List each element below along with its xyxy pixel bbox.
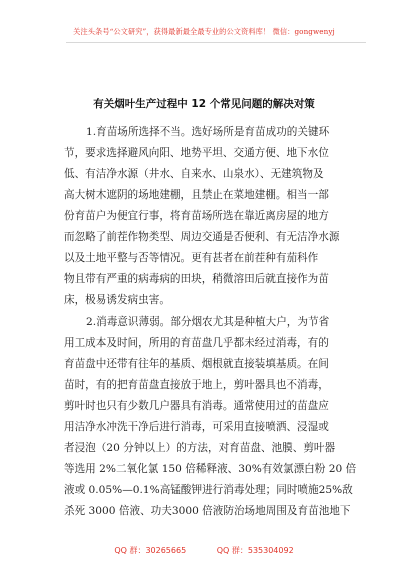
header-notice: 关注头条号“公文研究”，获得最新最全最专业的公文资料库！ 微信：gongwenyj bbox=[73, 27, 335, 36]
document-title: 有关烟叶生产过程中 12 个常见问题的解决对策 bbox=[93, 98, 315, 110]
body-line: 份育苗户为便宜行事，将育苗场所选在靠近离房屋的地方 bbox=[64, 210, 329, 222]
body-line: 物且带有严重的病毒病的田块，稍微溶田后就直接作为苗 bbox=[64, 273, 329, 285]
body-line: 液或 0.05%—0.1%高锰酸钾进行消毒处理；同时喷施25%敌 bbox=[64, 484, 353, 496]
body-line: 节，要求选择避风向阳、地势平坦、交通方便、地下水位 bbox=[64, 147, 329, 159]
body-line: 者浸泡（20 分钟以上）的方法，对育苗盘、池膜、剪叶器 bbox=[64, 442, 336, 454]
footer-qq-group-2: QQ 群：535304092 bbox=[216, 546, 294, 555]
body-line: 以及土地平整与否等情况。更有甚者在前茬种有茄科作 bbox=[64, 252, 319, 264]
body-line: 苗时，有的把育苗盘直接放于地上，剪叶器具也不消毒， bbox=[64, 379, 329, 391]
footer-contact bbox=[0, 545, 408, 556]
body-line: 床，极易诱发病虫害。 bbox=[64, 294, 170, 306]
header-divider bbox=[66, 42, 366, 43]
body-line: 杀死 3000 倍液、功夫3000 倍液防治场地周围及育苗池地下 bbox=[64, 505, 351, 517]
body-line: 1.育苗场所选择不当。选好场所是育苗成功的关键环 bbox=[86, 126, 330, 138]
body-line: 剪叶时也只有少数几户器具有消毒。通常使用过的苗盘应 bbox=[64, 400, 329, 412]
body-line: 用洁净水冲洗干净后进行消毒，可采用直接喷洒、浸湿或 bbox=[64, 421, 329, 433]
body-line: 高大树木遮阴的场地建棚，且禁止在菜地建棚。相当一部 bbox=[64, 189, 329, 201]
body-line: 育苗盘中还带有往年的基质、烟根就直接装填基质。在间 bbox=[64, 358, 329, 370]
body-line: 低、有洁净水源（井水、自来水、山泉水）、无建筑物及 bbox=[64, 168, 324, 180]
body-line: 而忽略了前茬作物类型、周边交通是否便利、有无洁净水源 bbox=[64, 231, 340, 243]
body-line: 用工成本及时间，所用的育苗盘几乎都未经过消毒，有的 bbox=[64, 337, 329, 349]
footer-qq-group-1: QQ 群：30265665 bbox=[114, 546, 187, 555]
body-line: 等选用 2%二氧化氯 150 倍稀释液、30%有效氯漂白粉 20 倍 bbox=[64, 463, 357, 475]
body-line: 2.消毒意识薄弱。部分烟农尤其是种植大户，为节省 bbox=[86, 316, 330, 328]
